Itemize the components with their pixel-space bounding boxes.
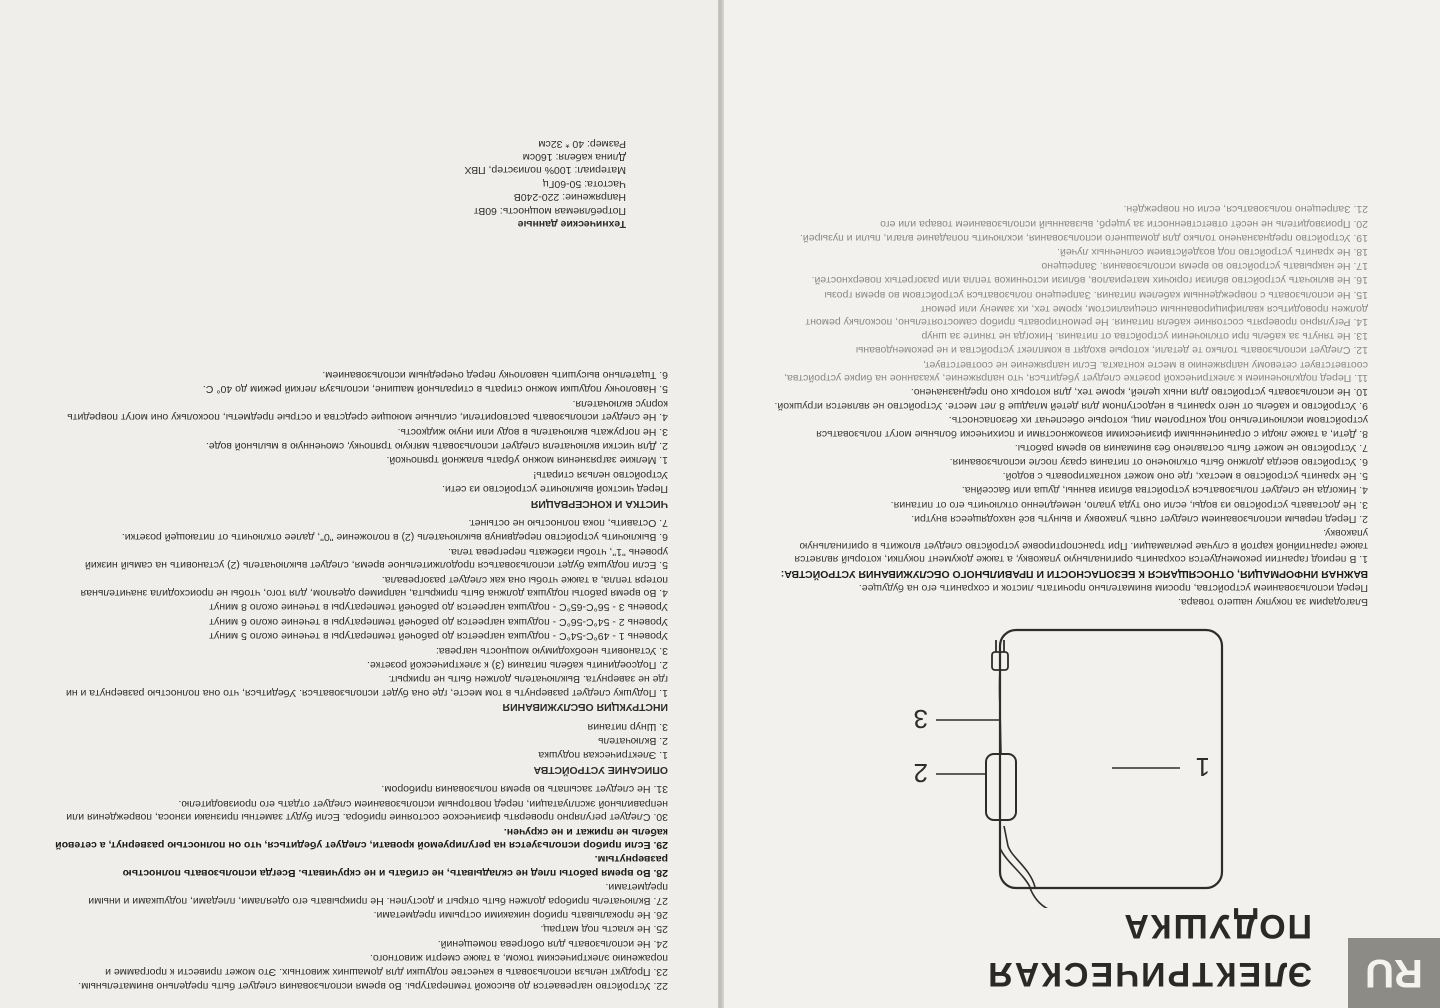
care-heading: ЧИСТКА И КОНСЕРВАЦИЯ	[530, 497, 668, 510]
safety-rule: 12. Следует использовать только те детали, которые входят в комплект устройства и не рекомендованы	[855, 344, 1368, 357]
safety-text	[768, 201, 1368, 608]
safety-rule: 16. Не включать устройство вблизи горючих материалов, вблизи источников тепла или разогретых поверхностей.	[811, 274, 1368, 287]
care-item: 4. Не следует использовать растворители, сильные моющие средства и острые предметы, поскольку они могут повредить корпус включателя.	[67, 397, 668, 424]
safety-rule: 5. Не хранить устройство в местах, где оно может контактировать с водой.	[1002, 470, 1368, 483]
pad-outline	[1000, 630, 1222, 888]
description-item: 1. Электрическая подушка	[538, 749, 668, 762]
cord-line	[1030, 888, 1080, 908]
description-list	[48, 719, 668, 761]
safety-rule: 21. Запрещено пользоваться, если он повреждён.	[1123, 203, 1368, 216]
care-item: 6. Тщательно высушить наволочку перед очередным использованием.	[322, 368, 668, 381]
safety-rule: 19. Устройство предназначено только для домашнего использования, исключить попадание влаги, пыли и пузырей.	[799, 231, 1368, 244]
product-diagram	[820, 618, 1380, 908]
safety-rule: 27. Включатель прибора должен быть открыт и доступен. Не прикрывать его одеялами, пледами, подушками и иными предметами.	[88, 881, 668, 907]
care-item: 3. Не погружать включатель в воду или иную жидкость.	[397, 425, 668, 438]
instructions-heading: ИНСТРУКЦИЯ ОБСЛУЖИВАНИЯ	[502, 701, 668, 714]
care-list	[48, 368, 668, 467]
instructions-text	[48, 367, 668, 992]
spec-heading: Технические данные	[517, 218, 626, 230]
instruction-step: Уровень 2 - 54°C-56°C - подушка нагреется до рабочей температуры в течение около 6 минут	[209, 615, 668, 628]
instruction-step: 4. Во время работы подушка должна быть прикрыта, например одеялом, для того, чтобы не происходила значительная потеря тепла, а также чтобы она как следует разогревала.	[80, 573, 668, 600]
safety-rule: 26. Не прокалывать прибор никакими острыми предметами.	[373, 908, 668, 921]
safety-rule: 9. Устройство и кабель от него хранить в недоступном для детей младше 8 лет месте. Устройство не является игрушкой.	[774, 400, 1368, 413]
safety-rule: 7. Устройство не может быть оставлено без внимания во время работы.	[1014, 441, 1368, 454]
instruction-step: 6. Выключить устройство передвинув выключатель (2) в положение "0", далее отключить от питающей розетки.	[121, 531, 668, 544]
safety-rule: 11. Перед подключением к электрической розетке следует убедиться, что напряжение, указанное на бирке устройства, соответствует сетевому напряжению в месте контакта. Если напряжение не соответствует,	[784, 358, 1368, 384]
safety-rule: 31. Не следует засыпать во время пользования прибором.	[381, 783, 668, 796]
safety-rule: 4. Никогда не следует пользоваться устройства вблизи ванны, душа или бассейна.	[961, 484, 1368, 497]
spec-item: Длина кабеля: 160см	[522, 150, 626, 163]
safety-rule: 28. Во время работы плед не складывать, не сгибать и не скручивать. Всегда использовать полностью развернутым.	[122, 853, 668, 879]
instruction-step: 3. Установить необходимую мощность нагрева:	[435, 644, 668, 657]
safety-rule: 29. Если прибор используется на регулируемой кровати, следует убедиться, что он полностью развернут, а сетевой кабель не прижат и не скручен.	[55, 825, 668, 851]
safety-rule: 2. Перед первым использованием следует снять упаковку и вынуть всё находящееся внутри.	[911, 512, 1368, 525]
label-3: 3	[913, 704, 928, 734]
safety-rule: 15. Не использовать с поврежденным кабелем питания. Запрещено пользоваться устройством во время грозы	[824, 288, 1368, 301]
safety-rule: 20. Производитель не несёт ответственности за ущерб, вызванный использованием товара или его	[880, 217, 1368, 230]
product-title: ЭЛЕКТРИЧЕСКАЯ ПОДУШКА	[986, 907, 1312, 993]
spec-item: Частота: 50-60Гц	[542, 177, 626, 190]
instruction-step: 2. Подсоединить кабель питания (3) к электрической розетке.	[366, 659, 668, 672]
description-item: 3. Шнур питания	[587, 720, 668, 733]
safety-rule: 24. Не использовать для обогрева помещений.	[437, 937, 668, 950]
safety-rule: 6. Устройство всегда должно быть отключено от питания сразу после использования.	[949, 455, 1368, 468]
intro-line: Благодарим за покупку нашего товара.	[1177, 596, 1368, 608]
description-item: 2. Включатель	[597, 735, 668, 748]
safety-rule: 22. Устройство нагревается до высокой температуры. Во время использования следует быть предельно внимательным.	[78, 980, 668, 992]
care-item: 2. Для чистки включателя следует использовать мягкую тряпочку, смоченную в мыльной воде.	[205, 439, 668, 452]
instruction-step: Уровень 1 - 49°C-54°C - подушка нагреется до рабочей температуры в течение около 5 минут	[209, 630, 668, 643]
safety-rule: 18. Не хранить устройство под воздействием солнечных лучей.	[1057, 245, 1368, 258]
instruction-step: Уровень 3 - 56°C-65°C - подушка нагреется до рабочей температуры в течение около 8 минут	[209, 601, 668, 614]
spec-list	[326, 136, 626, 216]
important-heading: ВАЖНАЯ ИНФОРМАЦИЯ, ОТНОСЯЩАЯСЯ К БЕЗОПАСНОСТИ И ПРАВИЛЬНОГО ОБСЛУЖИВАНИЯ УСТРОЙСТВА:	[780, 567, 1368, 580]
safety-rule: 3. Не доставать устройство из воды, если оно туда упало, немедленно отключить его от питания.	[890, 498, 1368, 511]
technical-specs	[326, 136, 626, 230]
safety-rule: 1. В период гарантии рекомендуется сохранить оригинальную упаковку, а также документ покупки, который является также гарантийной картой в случае рекламации. При транспортировке устройство следует вложить в оригинальную упаковку.	[794, 526, 1368, 566]
instruction-step: 5. Если подушка будет использоваться продолжительное время, следует выключатель (2) установить на самый низкий уровень "1", чтобы избежать перегрева тела.	[84, 545, 668, 572]
instruction-step: 1. Подушку следует развернуть в том месте, где она будет использоваться. Убедиться, что она полностью развернута и ни где не завернута. Выключатель должен быть не прикрыт.	[65, 673, 668, 699]
care-item: 1. Мелкие загрязнения можно убрать влажной тряпочкой.	[386, 454, 668, 467]
label-1: 1	[1195, 752, 1210, 782]
cord-to-switch	[1004, 826, 1035, 887]
safety-rule: 13. Не тянуть за кабель при отключении устройства от питания. Никогда не тяните за шнур	[921, 330, 1368, 343]
page-instructions	[0, 0, 718, 1008]
page-product-intro	[722, 0, 1440, 1008]
spec-item: Потребляемая мощность: 60Вт	[473, 204, 626, 217]
cord-to-switch-2	[1000, 848, 1030, 887]
safety-rule: 14. Регулярно проверять состояние кабеля питания. Не ремонтировать прибор самостоятельно, поскольку ремонт должен проводиться квалифицированным специалистом, кроме тех, их замену или ремонт	[805, 302, 1368, 328]
safety-rule: 8. Дети, а также люди с ограниченными физическими возможностями и психически больные могут пользоваться устройством исключительно под контролем лиц, которые обеспечат их безопасность.	[816, 414, 1368, 440]
rules-list	[768, 202, 1368, 565]
language-tab: RU	[1348, 938, 1440, 1008]
instruction-step: 7. Оставить, пока полностью не остынет.	[468, 517, 668, 529]
intro-line: Перед использованием устройства, просим внимательно прочитать листок и сохранить его на будущее.	[858, 581, 1368, 594]
rules-continued	[48, 782, 668, 992]
safety-rule: 25. Не класть под матрац.	[540, 923, 668, 936]
safety-rule: 17. Не накрывать устройство во время использования. Запрещено	[1041, 260, 1368, 273]
safety-rule: 30. Следует регулярно проверять физическое состояние прибора. Если будут заметны признаки износа, повреждения или неправильной эксплуатации, перед повторным использованием следует отдать его производителю.	[66, 797, 668, 824]
safety-rule: 10. Не использовать устройство для иных целей, кроме тех, для которых оно предназначено.	[910, 385, 1368, 398]
instructions-list	[48, 516, 668, 699]
care-intro	[48, 467, 668, 495]
safety-rule: 23. Продукт нельзя использовать в качестве подушки для домашних животных. Это может привести к программе и поражению электрическим током, а также смерти животного.	[105, 952, 668, 978]
care-item: 5. Наволочку подушки можно стирать в стиральной машине, используя легкий режим до 40° С.	[202, 383, 668, 396]
spec-item: Размер: 40 * 32см	[538, 137, 626, 150]
description-heading: ОПИСАНИЕ УСТРОЙСТВА	[533, 763, 668, 776]
care-note: Устройство нельзя стирать!	[533, 468, 668, 481]
spec-item: Материал: 100% полиэстер, ПВХ	[464, 164, 626, 177]
spec-item: Напряжение: 220-240В	[513, 191, 626, 204]
label-2: 2	[913, 758, 928, 788]
care-note: Перед чисткой выключите устройство из сети.	[442, 483, 668, 496]
